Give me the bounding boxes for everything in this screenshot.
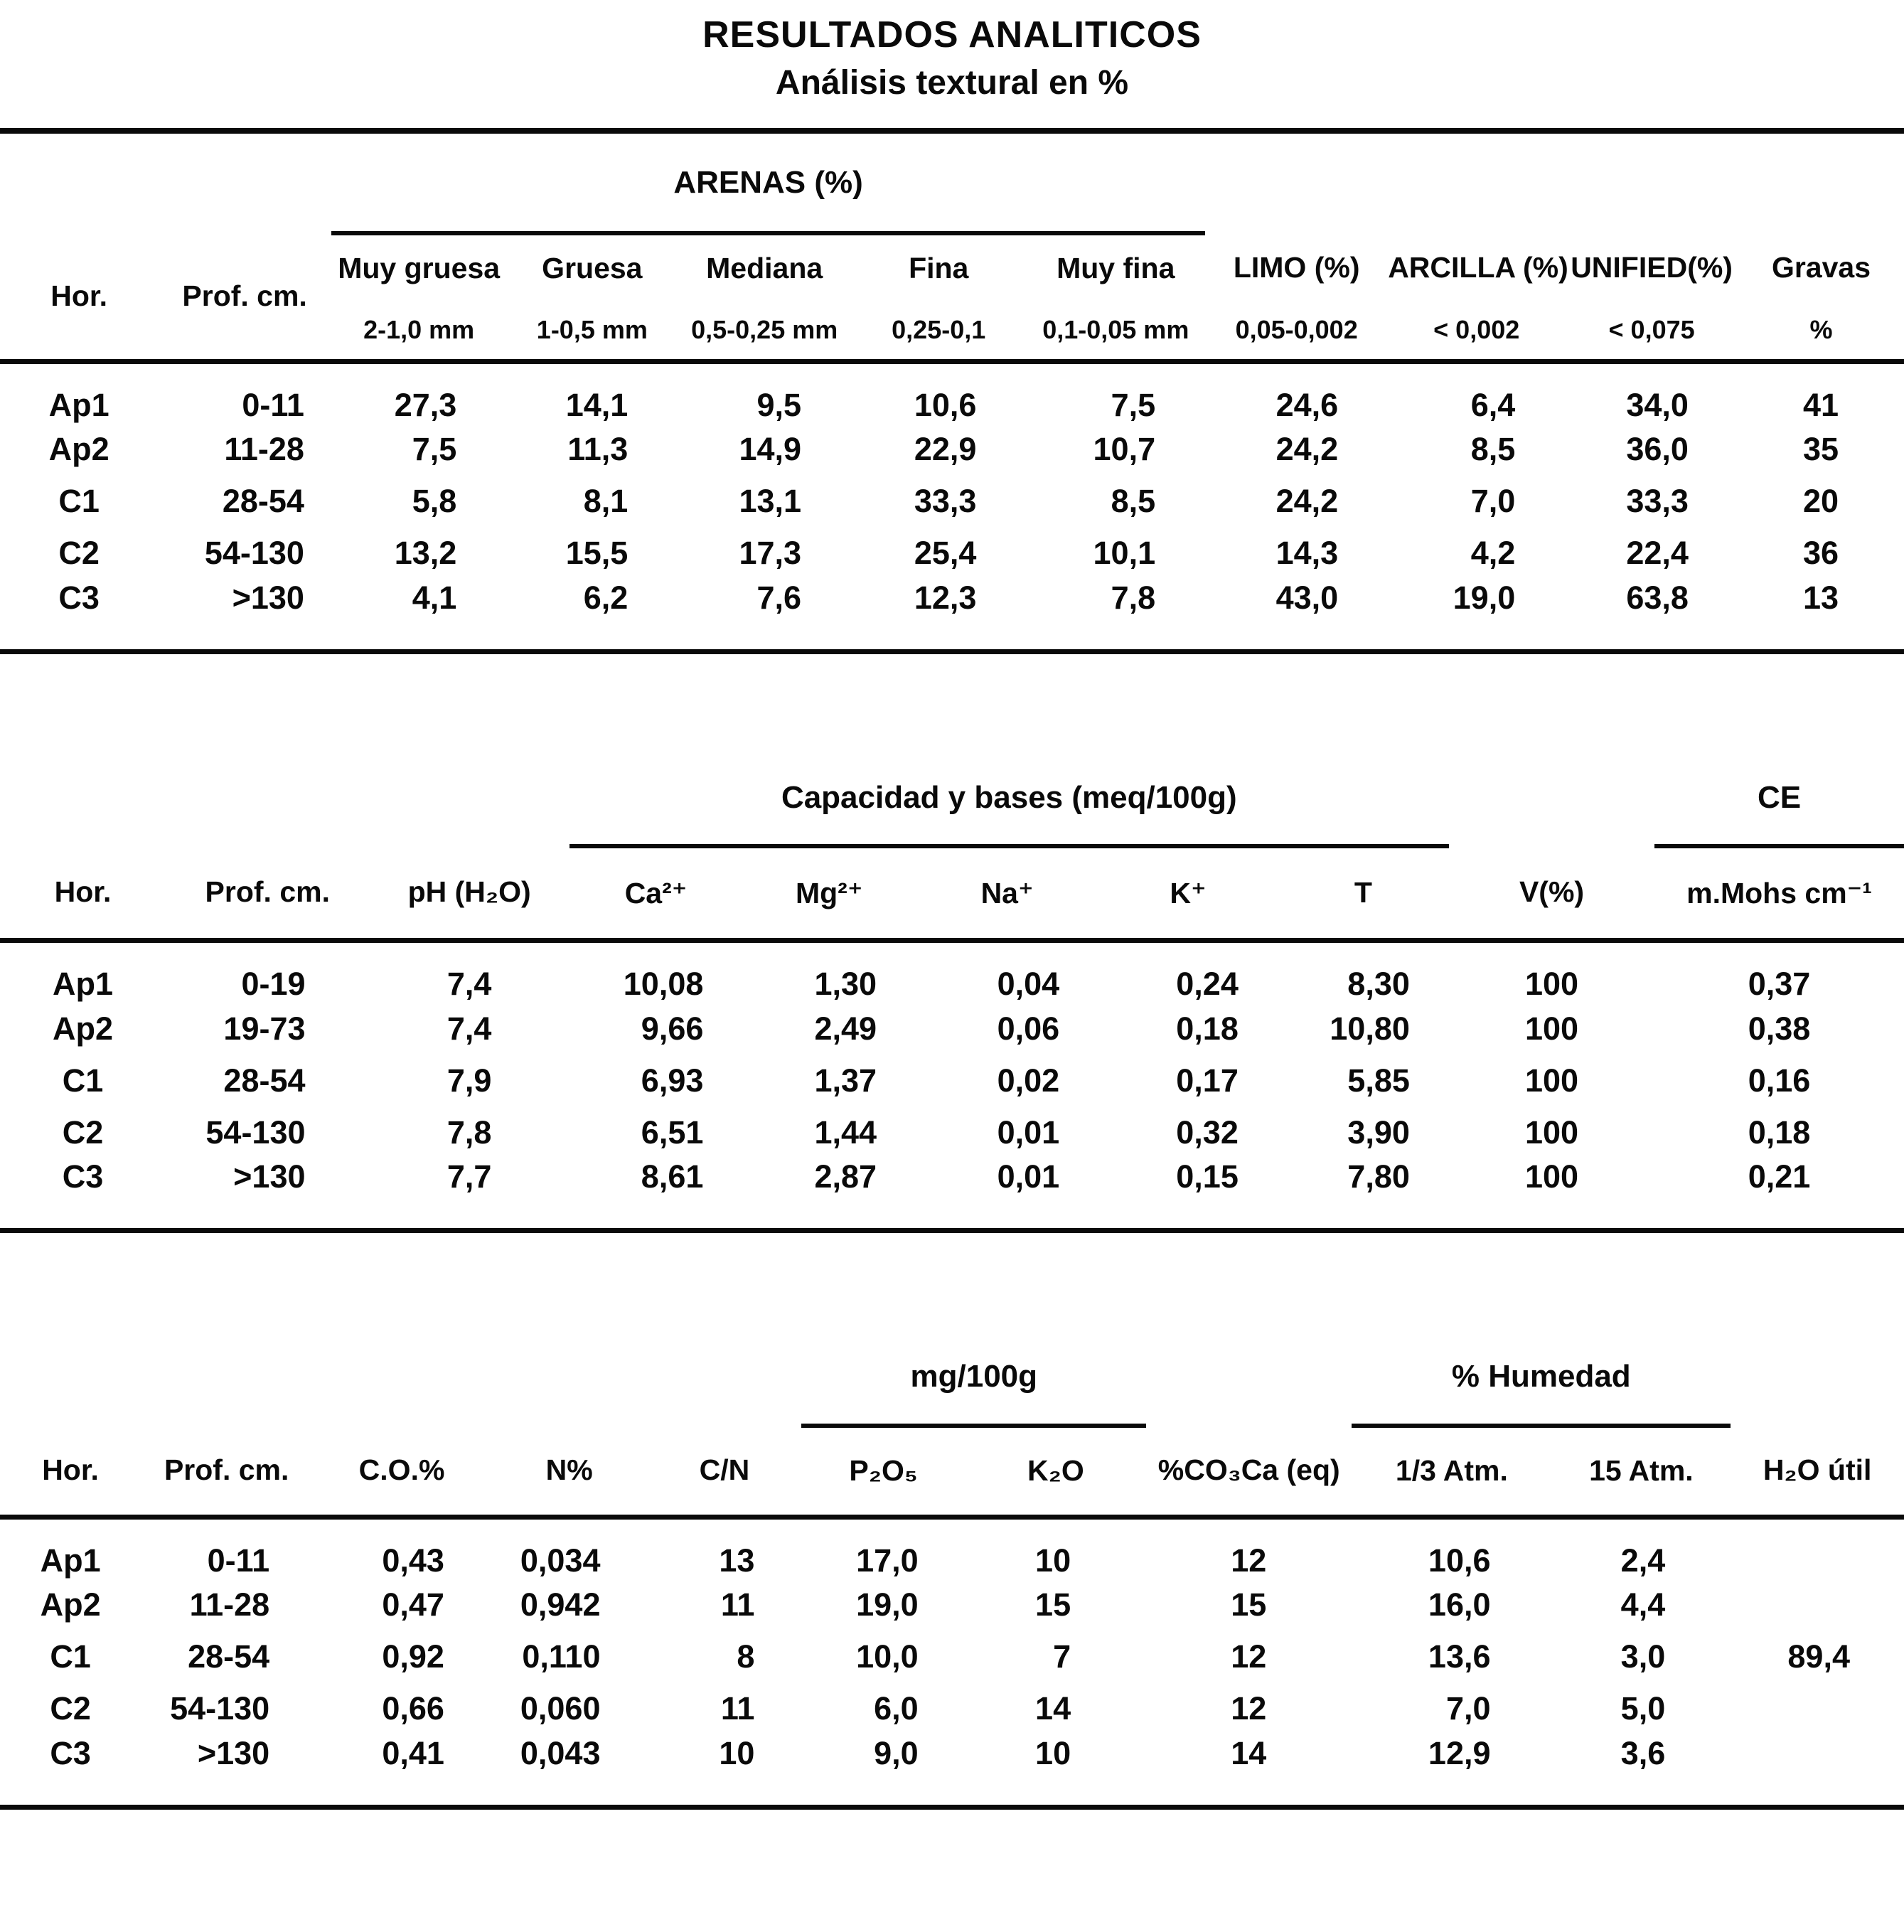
table-row — [0, 1517, 1904, 1579]
cell-value: 1,44 — [814, 1114, 877, 1151]
cell-value: 7,80 — [1278, 1158, 1449, 1231]
bases-table-body — [0, 941, 1904, 1231]
cell-value: 0,034 — [520, 1542, 601, 1579]
col-header: Mediana — [706, 252, 823, 284]
cell-prof: 54-130 — [170, 1690, 270, 1726]
fertility-table-head — [0, 1330, 1904, 1517]
report-header — [0, 0, 1904, 104]
table-row — [0, 1579, 1904, 1631]
cell-hor: C1 — [62, 1062, 104, 1099]
table-row — [0, 1631, 1904, 1683]
col-header: Gravas — [1771, 250, 1871, 284]
cell-value: 6,51 — [641, 1114, 704, 1151]
cell-value: 10,6 — [1428, 1542, 1491, 1579]
table-row — [0, 528, 1904, 580]
cell-value: 7,0 — [1470, 483, 1516, 519]
cell-value: 5,8 — [412, 483, 457, 519]
cell-value: 7,5 — [1111, 386, 1156, 423]
col-header: Muy gruesa — [338, 252, 501, 284]
cell-ph: 7,9 — [446, 1062, 492, 1099]
col-range: 0,5-0,25 mm — [678, 301, 851, 361]
cell-prof: 11-28 — [189, 1586, 270, 1623]
cell-value: 2,4 — [1620, 1542, 1666, 1579]
cell-value: 43,0 — [1205, 580, 1388, 652]
col-header: Gruesa — [542, 252, 643, 284]
cell-ce: 0,16 — [1748, 1062, 1811, 1099]
cell-value: 0,17 — [1176, 1062, 1239, 1099]
cell-hor: C1 — [58, 483, 100, 519]
cell-value: 1,30 — [814, 966, 877, 1002]
cell-value: 8,5 — [1470, 431, 1516, 467]
spacer — [1449, 752, 1654, 846]
cell-hor: Ap1 — [52, 966, 113, 1002]
col-range: % — [1738, 301, 1904, 361]
spacer — [1146, 1330, 1352, 1426]
cell-value: 14,3 — [1275, 535, 1339, 571]
arenas-spanner: ARENAS (%) — [331, 134, 1205, 233]
cell-prof: 28-54 — [188, 1638, 270, 1675]
cell-value: 5,0 — [1620, 1690, 1666, 1726]
texture-table-head — [0, 134, 1904, 361]
table-row — [0, 1055, 1904, 1106]
cell-value: 41 — [1802, 386, 1839, 423]
ce-spanner: CE — [1654, 752, 1904, 846]
cell-value: 10 — [1035, 1542, 1071, 1579]
table-row — [0, 1003, 1904, 1055]
cell-vpct: 100 — [1524, 1010, 1579, 1047]
col-header-prof: Prof. cm. — [141, 1426, 312, 1517]
cell-value: 0,942 — [520, 1586, 601, 1623]
col-header-mg: Mg²⁺ — [742, 846, 916, 941]
table-row — [0, 580, 1904, 652]
table-row — [0, 476, 1904, 528]
table-row — [0, 424, 1904, 476]
cell-value: 13,1 — [739, 483, 802, 519]
cell-value: 35 — [1802, 431, 1839, 467]
cell-value: 0,24 — [1176, 966, 1239, 1002]
cell-hor: C2 — [50, 1690, 91, 1726]
cell-value: 15,5 — [565, 535, 629, 571]
cell-value: 0,18 — [1176, 1010, 1239, 1047]
cell-value: 0,04 — [997, 966, 1060, 1002]
cell-value: 4,4 — [1620, 1586, 1666, 1623]
mg100g-spanner: mg/100g — [801, 1330, 1146, 1426]
cell-value — [1731, 1517, 1904, 1579]
cell-value: 6,93 — [641, 1062, 704, 1099]
col-header-na: Na⁺ — [916, 846, 1098, 941]
cell-value: 13 — [719, 1542, 755, 1579]
cell-ce: 0,37 — [1748, 966, 1811, 1002]
title-divider — [0, 128, 1904, 134]
cell-hor: Ap2 — [52, 1010, 113, 1047]
cell-ph: 7,7 — [370, 1158, 569, 1231]
col-header-hor: Hor. — [0, 846, 166, 941]
cell-value: 0,15 — [1098, 1158, 1278, 1231]
cell-value: 0,043 — [491, 1735, 648, 1808]
cell-value: 12,3 — [851, 580, 1026, 652]
cell-value: 22,9 — [914, 431, 977, 467]
cell-value: 24,6 — [1275, 386, 1339, 423]
cell-value: 22,4 — [1626, 535, 1689, 571]
cell-value: 0,92 — [382, 1638, 444, 1675]
col-header-p2o5: P₂O₅ — [801, 1426, 965, 1517]
cell-prof: 19-73 — [223, 1010, 306, 1047]
group-header-row — [0, 1330, 1904, 1426]
cell-value: 36 — [1802, 535, 1839, 571]
cell-value — [1731, 1579, 1904, 1631]
cell-value: 6,0 — [874, 1690, 919, 1726]
cell-value: 12,9 — [1352, 1735, 1551, 1808]
cell-prof: 11-28 — [224, 431, 304, 467]
cell-value: 0,32 — [1176, 1114, 1239, 1151]
cell-value: 89,4 — [1787, 1638, 1850, 1675]
cell-value: 3,0 — [1620, 1638, 1666, 1675]
cell-value: 27,3 — [394, 386, 457, 423]
cell-value: 11 — [720, 1586, 755, 1623]
col-header-t: T — [1278, 846, 1449, 941]
col-header-n: N% — [491, 1426, 648, 1517]
cell-prof: 54-130 — [204, 535, 304, 571]
col-range: 1-0,5 mm — [506, 301, 678, 361]
cell-value — [1731, 1735, 1904, 1808]
cell-value: 10,1 — [1093, 535, 1156, 571]
cell-value: 0,02 — [997, 1062, 1060, 1099]
table-row — [0, 941, 1904, 1003]
cell-value: 9,5 — [756, 386, 802, 423]
cell-vpct: 100 — [1449, 1158, 1654, 1231]
texture-table — [0, 134, 1904, 654]
col-range: 0,05-0,002 — [1205, 301, 1388, 361]
cell-value: 12 — [1231, 1690, 1267, 1726]
col-range: 0,1-0,05 mm — [1026, 301, 1205, 361]
cell-value: 0,41 — [312, 1735, 491, 1808]
cell-value: 14 — [1035, 1690, 1071, 1726]
cell-value: 3,6 — [1552, 1735, 1731, 1808]
cell-value: 33,3 — [1626, 483, 1689, 519]
cell-value: 7,8 — [1026, 580, 1205, 652]
spacer — [0, 134, 331, 233]
cell-hor: C2 — [62, 1114, 104, 1151]
spacer — [1205, 134, 1904, 233]
cell-hor: C2 — [58, 535, 100, 571]
capacidad-spanner: Capacidad y bases (meq/100g) — [569, 752, 1449, 846]
col-header-atm13: 1/3 Atm. — [1352, 1426, 1551, 1517]
cell-value: 0,43 — [382, 1542, 444, 1579]
col-header-cn: C/N — [648, 1426, 802, 1517]
col-header-ca: Ca²⁺ — [569, 846, 743, 941]
cell-prof: >130 — [158, 580, 331, 652]
cell-value: 2,87 — [742, 1158, 916, 1231]
cell-value: 15 — [1035, 1586, 1071, 1623]
cell-value: 11 — [720, 1690, 755, 1726]
col-header-ce: m.Mohs cm⁻¹ — [1654, 846, 1904, 941]
cell-value: 24,2 — [1275, 431, 1339, 467]
cell-value: 8,30 — [1347, 966, 1410, 1002]
cell-value: 17,0 — [856, 1542, 919, 1579]
column-header-row — [0, 846, 1904, 941]
col-header-ph: pH (H₂O) — [370, 846, 569, 941]
cell-value: 10,6 — [914, 386, 977, 423]
table-row — [0, 1683, 1904, 1735]
spacer — [1731, 1330, 1904, 1426]
cell-value: 7,5 — [412, 431, 457, 467]
cell-prof: 28-54 — [223, 1062, 306, 1099]
cell-hor: Ap1 — [40, 1542, 101, 1579]
cell-value: 16,0 — [1428, 1586, 1491, 1623]
cell-value: 7,0 — [1445, 1690, 1491, 1726]
cell-hor: Ap1 — [48, 386, 109, 423]
cell-value: 0,01 — [916, 1158, 1098, 1231]
cell-value: 14 — [1146, 1735, 1352, 1808]
cell-value: 0,060 — [520, 1690, 601, 1726]
cell-value: 63,8 — [1565, 580, 1738, 652]
cell-hor: C1 — [50, 1638, 91, 1675]
cell-value: 8 — [737, 1638, 755, 1675]
cell-value: 14,9 — [739, 431, 802, 467]
cell-value: 1,37 — [814, 1062, 877, 1099]
cell-value: 11,3 — [567, 431, 629, 467]
col-header: Muy fina — [1057, 252, 1175, 284]
cell-value: 5,85 — [1347, 1062, 1410, 1099]
cell-value: 7,6 — [678, 580, 851, 652]
col-header-k: K⁺ — [1098, 846, 1278, 941]
cell-ph: 7,4 — [446, 966, 492, 1002]
cell-value: 6,2 — [506, 580, 678, 652]
col-header-co3ca: %CO₃Ca (eq) — [1146, 1426, 1352, 1517]
cell-value: 9,0 — [801, 1735, 965, 1808]
cell-ph: 7,8 — [446, 1114, 492, 1151]
cell-value: 13,2 — [394, 535, 457, 571]
cell-prof: 0-11 — [242, 386, 304, 423]
cell-value: 8,5 — [1111, 483, 1156, 519]
cell-value: 15 — [1231, 1586, 1267, 1623]
col-header-prof: Prof. cm. — [158, 233, 331, 361]
cell-value: 19,0 — [856, 1586, 919, 1623]
cell-value: 20 — [1802, 483, 1839, 519]
cell-ph: 7,4 — [446, 1010, 492, 1047]
cell-value: 6,4 — [1470, 386, 1516, 423]
cell-value: 8,61 — [569, 1158, 743, 1231]
cell-value — [1731, 1683, 1904, 1735]
cell-value: 10 — [648, 1735, 802, 1808]
page-subtitle: Análisis textural en % — [775, 64, 1129, 102]
cell-value: 10 — [966, 1735, 1146, 1808]
cell-value: 33,3 — [914, 483, 977, 519]
cell-prof: 28-54 — [222, 483, 304, 519]
cell-value: 0,06 — [997, 1010, 1060, 1047]
fertility-table-body — [0, 1517, 1904, 1807]
cell-prof: 0-11 — [207, 1542, 270, 1579]
cell-value: 25,4 — [914, 535, 977, 571]
cell-prof: >130 — [166, 1158, 370, 1231]
column-header-row — [0, 1426, 1904, 1517]
cell-value: 4,1 — [331, 580, 506, 652]
cell-value: 10,80 — [1330, 1010, 1410, 1047]
col-header: LIMO (%) — [1233, 250, 1360, 284]
col-header-h2o: H₂O útil — [1731, 1426, 1904, 1517]
col-header-prof: Prof. cm. — [166, 846, 370, 941]
cell-value: 10,08 — [623, 966, 704, 1002]
col-range: 2-1,0 mm — [331, 301, 506, 361]
cell-vpct: 100 — [1524, 1062, 1579, 1099]
cell-ce: 0,18 — [1748, 1114, 1811, 1151]
cell-value: 0,66 — [382, 1690, 444, 1726]
col-header-atm15: 15 Atm. — [1552, 1426, 1731, 1517]
cell-hor: C3 — [0, 1158, 166, 1231]
table-row — [0, 361, 1904, 424]
col-header: UNIFIED(%) — [1571, 250, 1733, 284]
col-range: < 0,075 — [1565, 301, 1738, 361]
cell-value: 12 — [1231, 1542, 1267, 1579]
table-row — [0, 1106, 1904, 1158]
cell-vpct: 100 — [1524, 966, 1579, 1002]
table-row — [0, 1735, 1904, 1808]
cell-value: 36,0 — [1626, 431, 1689, 467]
cell-hor: C3 — [0, 580, 158, 652]
cell-value: 10,0 — [856, 1638, 919, 1675]
col-header-v: V(%) — [1449, 846, 1654, 941]
spacer — [0, 752, 569, 846]
col-header: Fina — [909, 252, 969, 284]
cell-hor: C3 — [0, 1735, 141, 1808]
cell-value: 14,1 — [565, 386, 629, 423]
fertility-table — [0, 1330, 1904, 1810]
col-header-k2o: K₂O — [966, 1426, 1146, 1517]
cell-value: 13,6 — [1428, 1638, 1491, 1675]
cell-value: 17,3 — [739, 535, 802, 571]
group-header-row — [0, 752, 1904, 846]
page-title: RESULTADOS ANALITICOS — [702, 14, 1202, 55]
col-header: ARCILLA (%) — [1388, 250, 1568, 284]
cell-ce: 0,38 — [1748, 1010, 1811, 1047]
cell-value: 19,0 — [1388, 580, 1565, 652]
cell-value: 0,47 — [382, 1586, 444, 1623]
group-header-row — [0, 134, 1904, 233]
column-header-row — [0, 233, 1904, 301]
cell-value: 34,0 — [1626, 386, 1689, 423]
table-row — [0, 1158, 1904, 1231]
cell-value: 10,7 — [1093, 431, 1156, 467]
bases-table-head — [0, 752, 1904, 941]
humedad-spanner: % Humedad — [1352, 1330, 1731, 1426]
cell-value: 13 — [1738, 580, 1904, 652]
cell-ce: 0,21 — [1654, 1158, 1904, 1231]
bases-table — [0, 752, 1904, 1234]
col-header-co: C.O.% — [312, 1426, 491, 1517]
cell-hor: Ap2 — [48, 431, 109, 467]
col-range: 0,25-0,1 — [851, 301, 1026, 361]
cell-value: 0,110 — [522, 1638, 601, 1675]
cell-vpct: 100 — [1524, 1114, 1579, 1151]
cell-value: 4,2 — [1470, 535, 1516, 571]
cell-value: 2,49 — [814, 1010, 877, 1047]
cell-hor: Ap2 — [40, 1586, 101, 1623]
cell-value: 9,66 — [641, 1010, 704, 1047]
spacer — [0, 1330, 801, 1426]
cell-prof: 0-19 — [241, 966, 306, 1002]
cell-prof: >130 — [141, 1735, 312, 1808]
texture-table-body — [0, 361, 1904, 651]
cell-prof: 54-130 — [205, 1114, 306, 1151]
cell-value: 12 — [1231, 1638, 1267, 1675]
col-range: < 0,002 — [1388, 301, 1565, 361]
col-header-hor: Hor. — [0, 233, 158, 361]
cell-value: 0,01 — [997, 1114, 1060, 1151]
col-header-hor: Hor. — [0, 1426, 141, 1517]
cell-value: 8,1 — [583, 483, 629, 519]
cell-value: 24,2 — [1275, 483, 1339, 519]
cell-value: 3,90 — [1347, 1114, 1410, 1151]
cell-value: 7 — [1053, 1638, 1071, 1675]
